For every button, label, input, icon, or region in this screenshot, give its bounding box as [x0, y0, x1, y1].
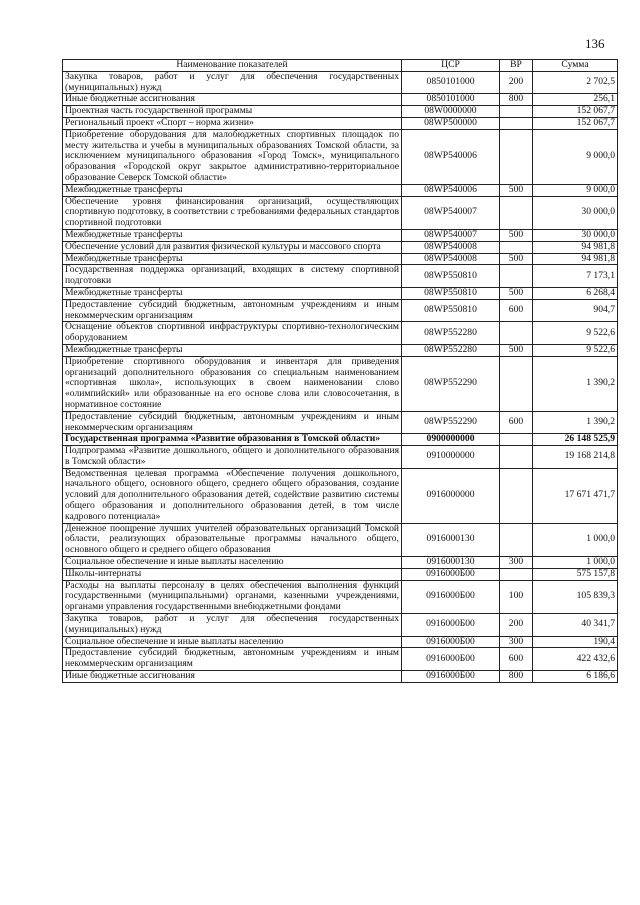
table-row: [63, 287, 618, 299]
row-sum: 422 432,6: [533, 648, 618, 671]
row-csr: 08W0000000: [402, 106, 500, 118]
row-name: Межбюджетные трансферты: [63, 287, 402, 299]
row-vr: [500, 523, 533, 556]
row-csr: 08WP540006: [402, 129, 500, 184]
table-row: [63, 299, 618, 322]
row-sum: 904,7: [533, 299, 618, 322]
row-vr: 800: [500, 94, 533, 106]
header-csr: ЦСР: [402, 60, 500, 72]
row-sum: 2 702,5: [533, 71, 618, 94]
row-vr: 800: [500, 671, 533, 683]
table-row: [63, 636, 618, 648]
table-body: [63, 71, 618, 682]
row-csr: 08WP550810: [402, 265, 500, 288]
header-sum: Сумма: [533, 60, 618, 72]
table-row: [63, 468, 618, 523]
row-name: Социальное обеспечение и иные выплаты населению: [63, 557, 402, 569]
row-vr: 200: [500, 71, 533, 94]
row-sum: 1 390,2: [533, 356, 618, 411]
row-vr: 100: [500, 580, 533, 613]
row-name: Проектная часть государственной программы: [63, 106, 402, 118]
row-sum: 26 148 525,9: [533, 434, 618, 446]
row-name: Ведомственная целевая программа «Обеспечение получения дошкольного, начального общего, основного общего, среднего общего образования, создание условий для дополнительного образования детей, содействие развитию системы общего образования и дополнительного образования детей, в том числе кадрового потенциала»: [63, 468, 402, 523]
table-row: [63, 253, 618, 265]
row-csr: 0916000Б00: [402, 568, 500, 580]
table-row: [63, 106, 618, 118]
row-csr: 08WP500000: [402, 117, 500, 129]
row-name: Обеспечение условий для развития физической культуры и массового спорта: [63, 241, 402, 253]
table-row: [63, 523, 618, 556]
row-sum: 256,1: [533, 94, 618, 106]
row-sum: 40 341,7: [533, 614, 618, 637]
table-row: [63, 648, 618, 671]
row-csr: 08WP540008: [402, 241, 500, 253]
row-name: Государственная поддержка организаций, входящих в систему спортивной подготовки: [63, 265, 402, 288]
table-row: [63, 322, 618, 345]
row-vr: [500, 196, 533, 229]
row-sum: 1 390,2: [533, 411, 618, 434]
table-row: [63, 557, 618, 569]
table-row: [63, 184, 618, 196]
row-csr: 08WP550810: [402, 299, 500, 322]
row-name: Школы-интернаты: [63, 568, 402, 580]
row-vr: [500, 468, 533, 523]
row-vr: [500, 117, 533, 129]
row-sum: 9 522,6: [533, 344, 618, 356]
row-name: Иные бюджетные ассигнования: [63, 671, 402, 683]
row-sum: 30 000,0: [533, 196, 618, 229]
row-name: Межбюджетные трансферты: [63, 253, 402, 265]
row-vr: [500, 322, 533, 345]
row-vr: 600: [500, 411, 533, 434]
table-row: [63, 129, 618, 184]
budget-table: [62, 59, 618, 683]
row-vr: [500, 129, 533, 184]
row-name: Межбюджетные трансферты: [63, 184, 402, 196]
table-row: [63, 568, 618, 580]
row-csr: 08WP540007: [402, 196, 500, 229]
row-csr: 08WP550810: [402, 287, 500, 299]
row-csr: 08WP540006: [402, 184, 500, 196]
row-vr: [500, 446, 533, 469]
row-sum: 152 067,7: [533, 117, 618, 129]
row-csr: 08WP552290: [402, 411, 500, 434]
row-sum: 30 000,0: [533, 229, 618, 241]
row-csr: 0900000000: [402, 434, 500, 446]
row-sum: 6 186,6: [533, 671, 618, 683]
row-vr: 600: [500, 299, 533, 322]
row-sum: 17 671 471,7: [533, 468, 618, 523]
row-csr: 08WP552290: [402, 356, 500, 411]
row-vr: [500, 241, 533, 253]
row-name: Расходы на выплаты персоналу в целях обеспечения выполнения функций государственными (муниципальными) органами, казенными учреждениями, органами управления государственными внебюджетными фондами: [63, 580, 402, 613]
row-vr: 600: [500, 648, 533, 671]
table-row: [63, 241, 618, 253]
row-sum: 6 268,4: [533, 287, 618, 299]
row-vr: [500, 265, 533, 288]
row-csr: 0916000Б00: [402, 671, 500, 683]
table-row: [63, 265, 618, 288]
row-sum: 575 157,8: [533, 568, 618, 580]
row-name: Предоставление субсидий бюджетным, автономным учреждениям и иным некоммерческим организациям: [63, 411, 402, 434]
table-row: [63, 434, 618, 446]
page-number: 136: [585, 36, 605, 51]
row-vr: [500, 356, 533, 411]
row-sum: 7 173,1: [533, 265, 618, 288]
row-name: Закупка товаров, работ и услуг для обеспечения государственных (муниципальных) нужд: [63, 71, 402, 94]
row-sum: 105 839,3: [533, 580, 618, 613]
row-name: Оснащение объектов спортивной инфраструктуры спортивно-технологическим оборудованием: [63, 322, 402, 345]
row-name: Приобретение оборудования для малобюджетных спортивных площадок по месту жительства и учебы в муниципальных образованиях Томской области, за исключением муниципального образования «Город Томск», муниципального образования «Городской округ закрытое административно-территориальное образование Северск Томской области»: [63, 129, 402, 184]
row-name: Межбюджетные трансферты: [63, 229, 402, 241]
row-csr: 0916000000: [402, 468, 500, 523]
row-vr: 300: [500, 636, 533, 648]
row-vr: 300: [500, 557, 533, 569]
table-row: [63, 411, 618, 434]
row-name: Предоставление субсидий бюджетным, автономным учреждениям и иным некоммерческим организациям: [63, 648, 402, 671]
table-row: [63, 117, 618, 129]
row-sum: 152 067,7: [533, 106, 618, 118]
table-row: [63, 229, 618, 241]
row-sum: 190,4: [533, 636, 618, 648]
header-vr: ВР: [500, 60, 533, 72]
row-name: Приобретение спортивного оборудования и инвентаря для приведения организаций дополнительного образования со специальным наименованием «спортивная школа», использующих в своем наименовании слово «олимпийский» или образованные на его основе слова или словосочетания, в нормативное состояние: [63, 356, 402, 411]
row-name: Государственная программа «Развитие образования в Томской области»: [63, 434, 402, 446]
row-name: Межбюджетные трансферты: [63, 344, 402, 356]
row-vr: [500, 106, 533, 118]
row-vr: 500: [500, 287, 533, 299]
row-vr: 500: [500, 229, 533, 241]
row-csr: 08WP540008: [402, 253, 500, 265]
row-csr: 0910000000: [402, 446, 500, 469]
row-vr: [500, 434, 533, 446]
header-name: Наименование показателей: [63, 60, 402, 72]
row-vr: 200: [500, 614, 533, 637]
row-name: Обеспечение уровня финансирования организаций, осуществляющих спортивную подготовку, в соответствии с требованиями федеральных стандартов спортивной подготовки: [63, 196, 402, 229]
row-sum: 94 981,8: [533, 253, 618, 265]
row-sum: 9 000,0: [533, 129, 618, 184]
row-name: Денежное поощрение лучших учителей образовательных организаций Томской области, реализующих образовательные программы начального общего, основного общего и среднего общего образования: [63, 523, 402, 556]
row-name: Социальное обеспечение и иные выплаты населению: [63, 636, 402, 648]
table-row: [63, 671, 618, 683]
row-csr: 0916000130: [402, 557, 500, 569]
row-csr: 08WP552280: [402, 322, 500, 345]
table-row: [63, 614, 618, 637]
table-header-row: [63, 60, 618, 72]
row-csr: 0916000Б00: [402, 636, 500, 648]
table-row: [63, 71, 618, 94]
row-name: Подпрограмма «Развитие дошкольного, общего и дополнительного образования в Томской области»: [63, 446, 402, 469]
table-row: [63, 196, 618, 229]
row-csr: 0916000Б00: [402, 614, 500, 637]
row-name: Закупка товаров, работ и услуг для обеспечения государственных (муниципальных) нужд: [63, 614, 402, 637]
row-vr: 500: [500, 184, 533, 196]
table-row: [63, 446, 618, 469]
row-csr: 0850101000: [402, 71, 500, 94]
row-csr: 0916000130: [402, 523, 500, 556]
row-vr: 500: [500, 253, 533, 265]
table-row: [63, 344, 618, 356]
table-row: [63, 356, 618, 411]
row-name: Региональный проект «Спорт – норма жизни»: [63, 117, 402, 129]
row-name: Предоставление субсидий бюджетным, автономным учреждениям и иным некоммерческим организациям: [63, 299, 402, 322]
row-vr: 500: [500, 344, 533, 356]
row-sum: 9 522,6: [533, 322, 618, 345]
row-csr: 0916000Б00: [402, 580, 500, 613]
row-sum: 94 981,8: [533, 241, 618, 253]
table-row: [63, 94, 618, 106]
row-csr: 08WP552280: [402, 344, 500, 356]
row-name: Иные бюджетные ассигнования: [63, 94, 402, 106]
row-sum: 1 000,0: [533, 523, 618, 556]
row-vr: [500, 568, 533, 580]
row-sum: 19 168 214,8: [533, 446, 618, 469]
row-csr: 0850101000: [402, 94, 500, 106]
row-sum: 1 000,0: [533, 557, 618, 569]
row-csr: 08WP540007: [402, 229, 500, 241]
row-sum: 9 000,0: [533, 184, 618, 196]
row-csr: 0916000Б00: [402, 648, 500, 671]
table-row: [63, 580, 618, 613]
